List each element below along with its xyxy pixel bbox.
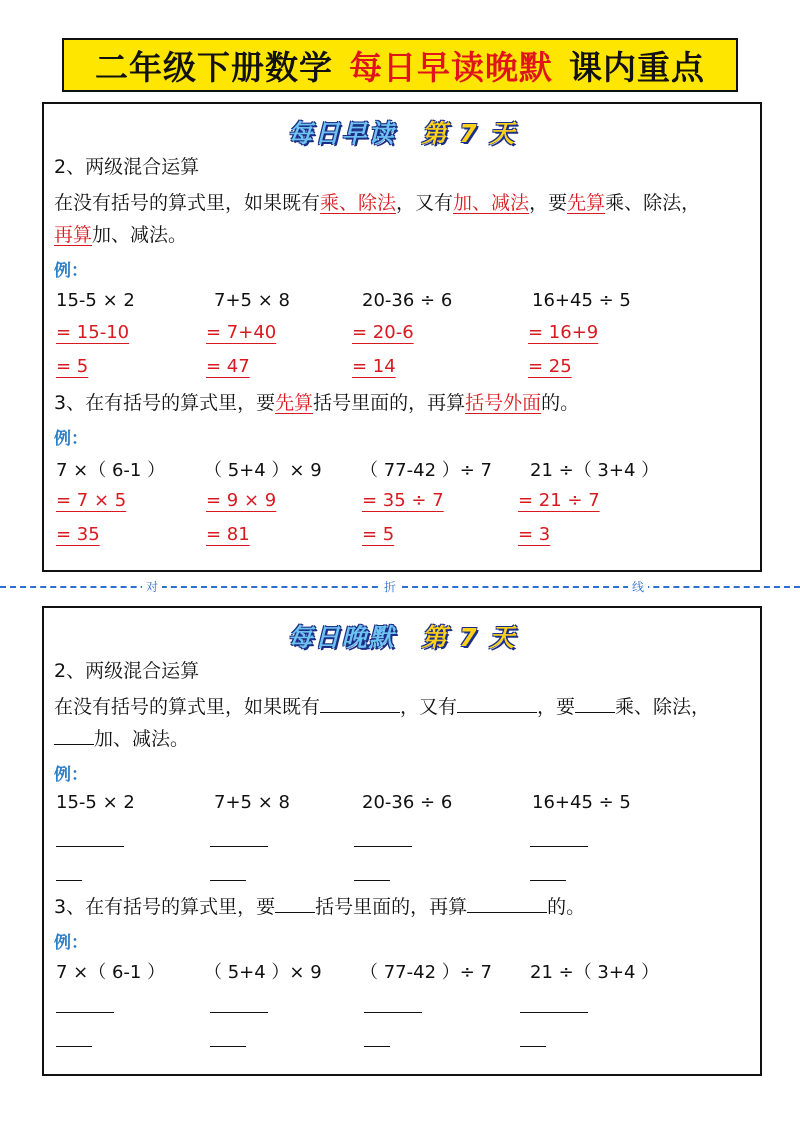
- example-label: 例：: [54, 429, 88, 449]
- example-result: = 5: [56, 356, 89, 377]
- rule-text: ，又有: [396, 192, 454, 214]
- rule-keyword: 加、减法: [453, 192, 530, 214]
- example-question: 20-36 ÷ 6: [362, 290, 453, 311]
- example-question: 21 ÷（ 3+4 ）: [530, 460, 660, 481]
- fold-label: 线: [628, 578, 648, 595]
- rule-text: 乘、除法，: [615, 696, 711, 718]
- rule-2-line-2: [54, 724, 189, 751]
- rule-text: 括号里面的，再算: [313, 392, 466, 414]
- rule-text: ，又有: [400, 696, 458, 718]
- rule-text: 3、在有括号的算式里，要: [54, 392, 276, 414]
- example-step: = 20-6: [352, 322, 414, 343]
- example-result: = 5: [362, 524, 395, 545]
- example-step: = 35 ÷ 7: [362, 490, 444, 511]
- answer-blank[interactable]: [520, 1012, 588, 1013]
- evening-title: [44, 618, 760, 654]
- example-question: 16+45 ÷ 5: [532, 290, 631, 311]
- fold-label: 对: [142, 578, 162, 595]
- evening-day: 第 7 天: [421, 623, 517, 652]
- example-label: 例：: [54, 261, 88, 281]
- example-step: = 7 × 5: [56, 490, 127, 511]
- example-result: = 35: [56, 524, 100, 545]
- example-question: 16+45 ÷ 5: [532, 792, 631, 813]
- banner-key-points: 课内重点: [569, 47, 705, 87]
- example-question: 7+5 × 8: [214, 792, 290, 813]
- example-question: 15-5 × 2: [56, 290, 135, 311]
- example-result: = 47: [206, 356, 250, 377]
- fill-blank[interactable]: [275, 911, 315, 913]
- morning-day: 第 7 天: [421, 119, 517, 148]
- rule-text: 乘、除法，: [605, 192, 701, 214]
- answer-blank[interactable]: [56, 1012, 114, 1013]
- example-result: = 81: [206, 524, 250, 545]
- rule-text: 加、减法。: [92, 224, 188, 246]
- evening-title-text: 每日晚默: [287, 623, 396, 652]
- example-step: = 7+40: [206, 322, 277, 343]
- answer-blank[interactable]: [364, 1012, 422, 1013]
- example-question: （ 5+4 ）× 9: [204, 962, 322, 983]
- fill-blank[interactable]: [575, 711, 615, 713]
- answer-blank[interactable]: [354, 846, 412, 847]
- morning-title: [44, 114, 760, 150]
- fill-blank[interactable]: [467, 911, 547, 913]
- example-label: 例：: [54, 765, 88, 785]
- rule-keyword: 先算: [567, 192, 606, 214]
- answer-blank[interactable]: [210, 846, 268, 847]
- example-step: = 16+9: [528, 322, 599, 343]
- answer-blank[interactable]: [364, 1046, 390, 1047]
- rule-text: ，要: [529, 192, 568, 214]
- example-step: = 21 ÷ 7: [518, 490, 600, 511]
- rule-text: 括号里面的，再算: [315, 896, 468, 918]
- example-question: （ 77-42 ）÷ 7: [360, 460, 493, 481]
- answer-blank[interactable]: [210, 1046, 246, 1047]
- fill-blank[interactable]: [54, 743, 94, 745]
- page-banner: [62, 38, 738, 92]
- rule-3: [54, 892, 585, 919]
- example-question: 7 ×（ 6-1 ）: [56, 962, 166, 983]
- answer-blank[interactable]: [210, 1012, 268, 1013]
- fold-label: 折: [380, 578, 400, 595]
- section-heading-2: 2、两级混合运算: [54, 156, 200, 178]
- section-heading-2: 2、两级混合运算: [54, 660, 200, 682]
- rule-keyword: 括号外面: [465, 392, 542, 414]
- evening-panel: [42, 606, 762, 1076]
- fill-blank[interactable]: [320, 711, 400, 713]
- answer-blank[interactable]: [530, 880, 566, 881]
- example-question: 7+5 × 8: [214, 290, 290, 311]
- answer-blank[interactable]: [354, 880, 390, 881]
- example-result: = 3: [518, 524, 551, 545]
- rule-text: 3、在有括号的算式里，要: [54, 896, 276, 918]
- example-result: = 14: [352, 356, 396, 377]
- morning-panel: [42, 102, 762, 572]
- answer-blank[interactable]: [56, 1046, 92, 1047]
- banner-grade: 二年级下册数学: [95, 47, 333, 87]
- rule-keyword: 乘、除法: [320, 192, 397, 214]
- rule-text: 的。: [541, 392, 580, 414]
- rule-text: ，要: [537, 696, 576, 718]
- example-step: = 9 × 9: [206, 490, 277, 511]
- rule-text: 在没有括号的算式里，如果既有: [54, 192, 321, 214]
- fill-blank[interactable]: [457, 711, 537, 713]
- example-label: 例：: [54, 933, 88, 953]
- example-question: 20-36 ÷ 6: [362, 792, 453, 813]
- rule-text: 的。: [547, 896, 586, 918]
- answer-blank[interactable]: [520, 1046, 546, 1047]
- rule-2-line-2: [54, 220, 187, 247]
- rule-2-line-1: [54, 692, 710, 719]
- example-question: 7 ×（ 6-1 ）: [56, 460, 166, 481]
- rule-text: 加、减法。: [94, 728, 190, 750]
- example-question: （ 5+4 ）× 9: [204, 460, 322, 481]
- answer-blank[interactable]: [56, 846, 124, 847]
- banner-subtitle: 每日早读晚默: [349, 47, 553, 87]
- example-question: （ 77-42 ）÷ 7: [360, 962, 493, 983]
- answer-blank[interactable]: [56, 880, 82, 881]
- rule-2-line-1: [54, 188, 700, 215]
- example-result: = 25: [528, 356, 572, 377]
- answer-blank[interactable]: [530, 846, 588, 847]
- rule-text: 在没有括号的算式里，如果既有: [54, 696, 321, 718]
- rule-keyword: 先算: [275, 392, 314, 414]
- answer-blank[interactable]: [210, 880, 246, 881]
- example-step: = 15-10: [56, 322, 130, 343]
- morning-title-text: 每日早读: [287, 119, 396, 148]
- example-question: 15-5 × 2: [56, 792, 135, 813]
- example-question: 21 ÷（ 3+4 ）: [530, 962, 660, 983]
- rule-keyword: 再算: [54, 224, 93, 246]
- rule-3: [54, 388, 579, 415]
